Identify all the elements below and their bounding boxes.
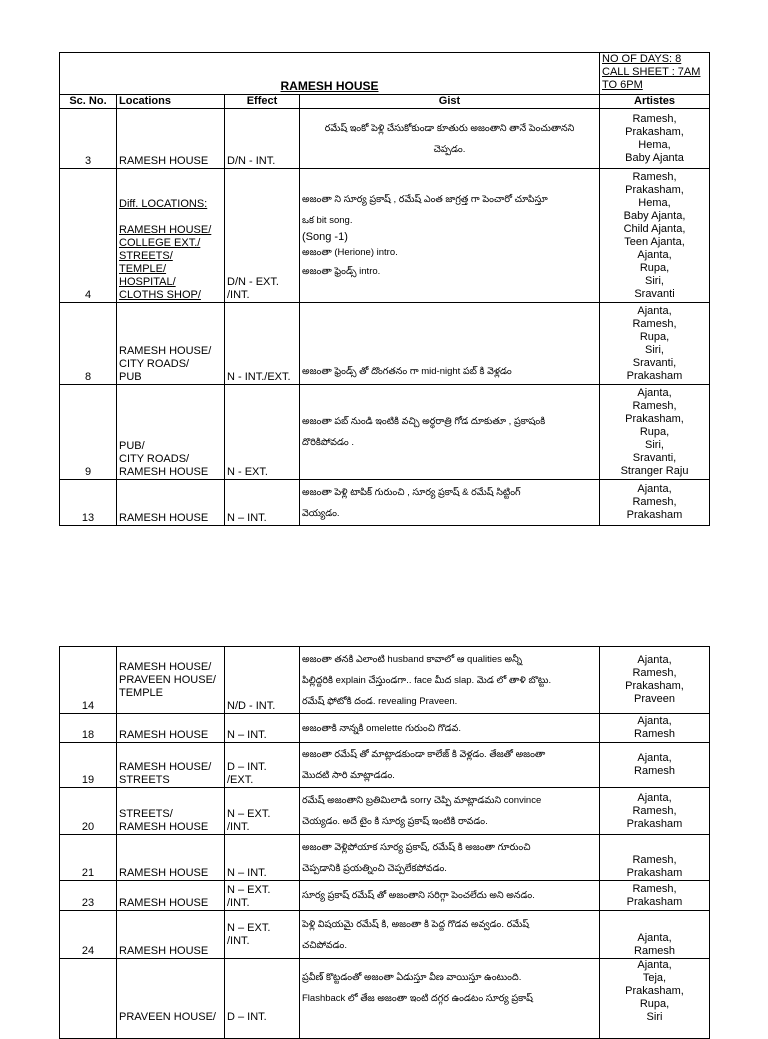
scene-locations: RAMESH HOUSE <box>117 109 225 169</box>
scene-number: 4 <box>60 169 117 303</box>
scene-artistes: Ramesh, Prakasham, Hema, Baby Ajanta, Child Ajanta, Teen Ajanta, Ajanta, Rupa, Siri, Sravanti <box>600 169 710 303</box>
scene-gist: అజంతా ని సూర్య ప్రకాష్ , రమేష్ ఎంత జాగ్రత్త గా పెంచారో చూపిస్తూ ఒక bit song. (Song -1) అజంతా (Herione) intro. అజంతా ఫ్రెండ్స్ intro. <box>300 169 600 303</box>
col-header-artistes: Artistes <box>600 95 710 109</box>
scene-gist: రమేష్ అజంతాని బ్రతిమిలాడి sorry చెప్పి మాట్లాడమని convince చెయ్యడం. అదే టైం కి సూర్య ప్రకాష్ ఇంటికి రావడం. <box>300 788 600 835</box>
scene-gist: అజంతా ఫ్రెండ్స్ తో దొంగతనం గా mid-night పబ్ కి వెళ్లడం <box>300 303 600 385</box>
scene-effect: D/N - INT. <box>225 109 300 169</box>
scene-effect: N - INT./EXT. <box>225 303 300 385</box>
call-sheet-table-2 <box>59 646 710 1039</box>
scene-locations: RAMESH HOUSE/ PRAVEEN HOUSE/ TEMPLE <box>117 647 225 714</box>
scene-number: 24 <box>60 911 117 959</box>
scene-effect: D – INT. /EXT. <box>225 743 300 788</box>
locations-heading: Diff. LOCATIONS: <box>119 198 208 210</box>
scene-number: 19 <box>60 743 117 788</box>
col-header-sc-no: Sc. No. <box>60 95 117 109</box>
scene-effect: N – INT. <box>225 480 300 526</box>
table-row <box>60 788 710 835</box>
scene-effect: N - EXT. <box>225 385 300 480</box>
table-row <box>60 959 710 1039</box>
scene-effect: D/N - EXT. /INT. <box>225 169 300 303</box>
scene-effect: N – EXT. /INT. <box>225 881 300 911</box>
scene-gist: అజంతాకి నాన్నకి omelette గురుంచి గొడవ. <box>300 714 600 743</box>
scene-number: 23 <box>60 881 117 911</box>
scene-locations: STREETS/ RAMESH HOUSE <box>117 788 225 835</box>
sheet-title-cell <box>60 53 600 95</box>
scene-locations: RAMESH HOUSE <box>117 835 225 881</box>
scene-artistes: Ajanta, Ramesh, Rupa, Siri, Sravanti, Prakasham <box>600 303 710 385</box>
scene-number: 14 <box>60 647 117 714</box>
table-row <box>60 743 710 788</box>
scene-number: 21 <box>60 835 117 881</box>
scene-gist: ప్రవీణ్ కొట్టడంతో అజంతా ఏడుస్తూ వీణ వాయిస్తూ ఉంటుంది. Flashback లో తేజ అజంతా ఇంటి దగ్గర ఉండటం సూర్య ప్రకాష్ <box>300 959 600 1039</box>
scene-gist: సూర్య ప్రకాష్ రమేష్ తో అజంతాని సరిగ్గా పెంచలేదు అని అనడం. <box>300 881 600 911</box>
col-header-effect: Effect <box>225 95 300 109</box>
scene-effect: N – INT. <box>225 835 300 881</box>
table-row <box>60 647 710 714</box>
table-row <box>60 480 710 526</box>
table-row <box>60 911 710 959</box>
scene-number: 9 <box>60 385 117 480</box>
header-row <box>60 95 710 109</box>
table-row <box>60 303 710 385</box>
scene-locations: PUB/ CITY ROADS/ RAMESH HOUSE <box>117 385 225 480</box>
scene-artistes: Ajanta, Ramesh <box>600 911 710 959</box>
scene-number: 18 <box>60 714 117 743</box>
scene-gist: అజంతా వెళ్లిపోయాక సూర్య ప్రకాష్, రమేష్ కి అజంతా గూరుంచి చెప్పడానికి ప్రయత్నించి చెప్పలేకపోవడం. <box>300 835 600 881</box>
call-end: TO 6PM <box>602 79 643 91</box>
scene-gist: అజంతా రమేష్ తో మాట్లాడకుండా కాలేజ్ కి వెళ్లడం. తేజతో అజంతా మొదటి సారి మాట్లాడడం. <box>300 743 600 788</box>
scene-effect: N – EXT. /INT. <box>225 788 300 835</box>
scene-gist: అజంతా పబ్ నుండి ఇంటికి వచ్చి అర్ధరాత్రి గోడ దూకుతూ , ప్రకాషంకి దొరికిపోవడం . <box>300 385 600 480</box>
scene-locations: RAMESH HOUSE <box>117 480 225 526</box>
col-header-locations: Locations <box>117 95 225 109</box>
scene-locations: RAMESH HOUSE <box>117 881 225 911</box>
scene-artistes: Ajanta, Ramesh, Prakasham, Praveen <box>600 647 710 714</box>
scene-artistes: Ajanta, Ramesh <box>600 714 710 743</box>
scene-artistes: Ajanta, Ramesh, Prakasham, Rupa, Siri, Sravanti, Stranger Raju <box>600 385 710 480</box>
table-row <box>60 109 710 169</box>
col-header-gist: Gist <box>300 95 600 109</box>
scene-locations: RAMESH HOUSE <box>117 714 225 743</box>
scene-artistes: Ramesh, Prakasham <box>600 835 710 881</box>
scene-gist: రమేష్ ఇంకో పెళ్లి చేసుకోకుండా కూతురు అజంతాని తానే పెంచుతానని చెప్పడం. <box>300 109 600 169</box>
scene-number: 8 <box>60 303 117 385</box>
scene-artistes: Ajanta, Teja, Prakasham, Rupa, Siri <box>600 959 710 1039</box>
table-row <box>60 714 710 743</box>
scene-number <box>60 959 117 1039</box>
scene-artistes: Ajanta, Ramesh <box>600 743 710 788</box>
sheet-title: RAMESH HOUSE <box>280 79 379 93</box>
scene-locations: Diff. LOCATIONS: RAMESH HOUSE/ COLLEGE EXT./ STREETS/ TEMPLE/ HOSPITAL/ CLOTHS SHOP/ <box>117 169 225 303</box>
scene-effect: N – EXT. /INT. <box>225 911 300 959</box>
scene-number: 13 <box>60 480 117 526</box>
scene-gist: అజంతా పెళ్లి టాపిక్ గురుంచి , సూర్య ప్రకాష్ & రమేష్ సిట్టింగ్ వెయ్యడం. <box>300 480 600 526</box>
scene-effect: N – INT. <box>225 714 300 743</box>
call-time: CALL SHEET : 7AM <box>602 66 701 78</box>
table-row <box>60 835 710 881</box>
scene-locations: RAMESH HOUSE/ CITY ROADS/ PUB <box>117 303 225 385</box>
scene-artistes: Ramesh, Prakasham <box>600 881 710 911</box>
scene-number: 20 <box>60 788 117 835</box>
scene-locations: PRAVEEN HOUSE/ <box>117 959 225 1039</box>
scene-locations: RAMESH HOUSE <box>117 911 225 959</box>
scene-effect: D – INT. <box>225 959 300 1039</box>
call-sheet-table-1 <box>59 52 710 526</box>
table-row <box>60 385 710 480</box>
table-row <box>60 881 710 911</box>
call-sheet-info <box>600 53 710 95</box>
scene-effect: N/D - INT. <box>225 647 300 714</box>
scene-artistes: Ajanta, Ramesh, Prakasham <box>600 788 710 835</box>
scene-number: 3 <box>60 109 117 169</box>
no-of-days: NO OF DAYS: 8 <box>602 53 682 65</box>
table-row <box>60 169 710 303</box>
scene-gist: పెళ్లి విషయమై రమేష్ కి, అజంతా కి పెద్ద గొడవ అవ్వడం. రమేష్ చచిపోవడం. <box>300 911 600 959</box>
scene-artistes: Ajanta, Ramesh, Prakasham <box>600 480 710 526</box>
scene-artistes: Ramesh, Prakasham, Hema, Baby Ajanta <box>600 109 710 169</box>
scene-gist: అజంతా తనకి ఎలాంటి husband కావాలో ఆ qualities అన్నీ పిల్లిద్దరికి explain చేస్తుండగా.. face మీద slap. మెడ లో తాళి బొట్టు. రమేష్ ఫోటోకి దండ. revealing Praveen. <box>300 647 600 714</box>
scene-locations: RAMESH HOUSE/ STREETS <box>117 743 225 788</box>
